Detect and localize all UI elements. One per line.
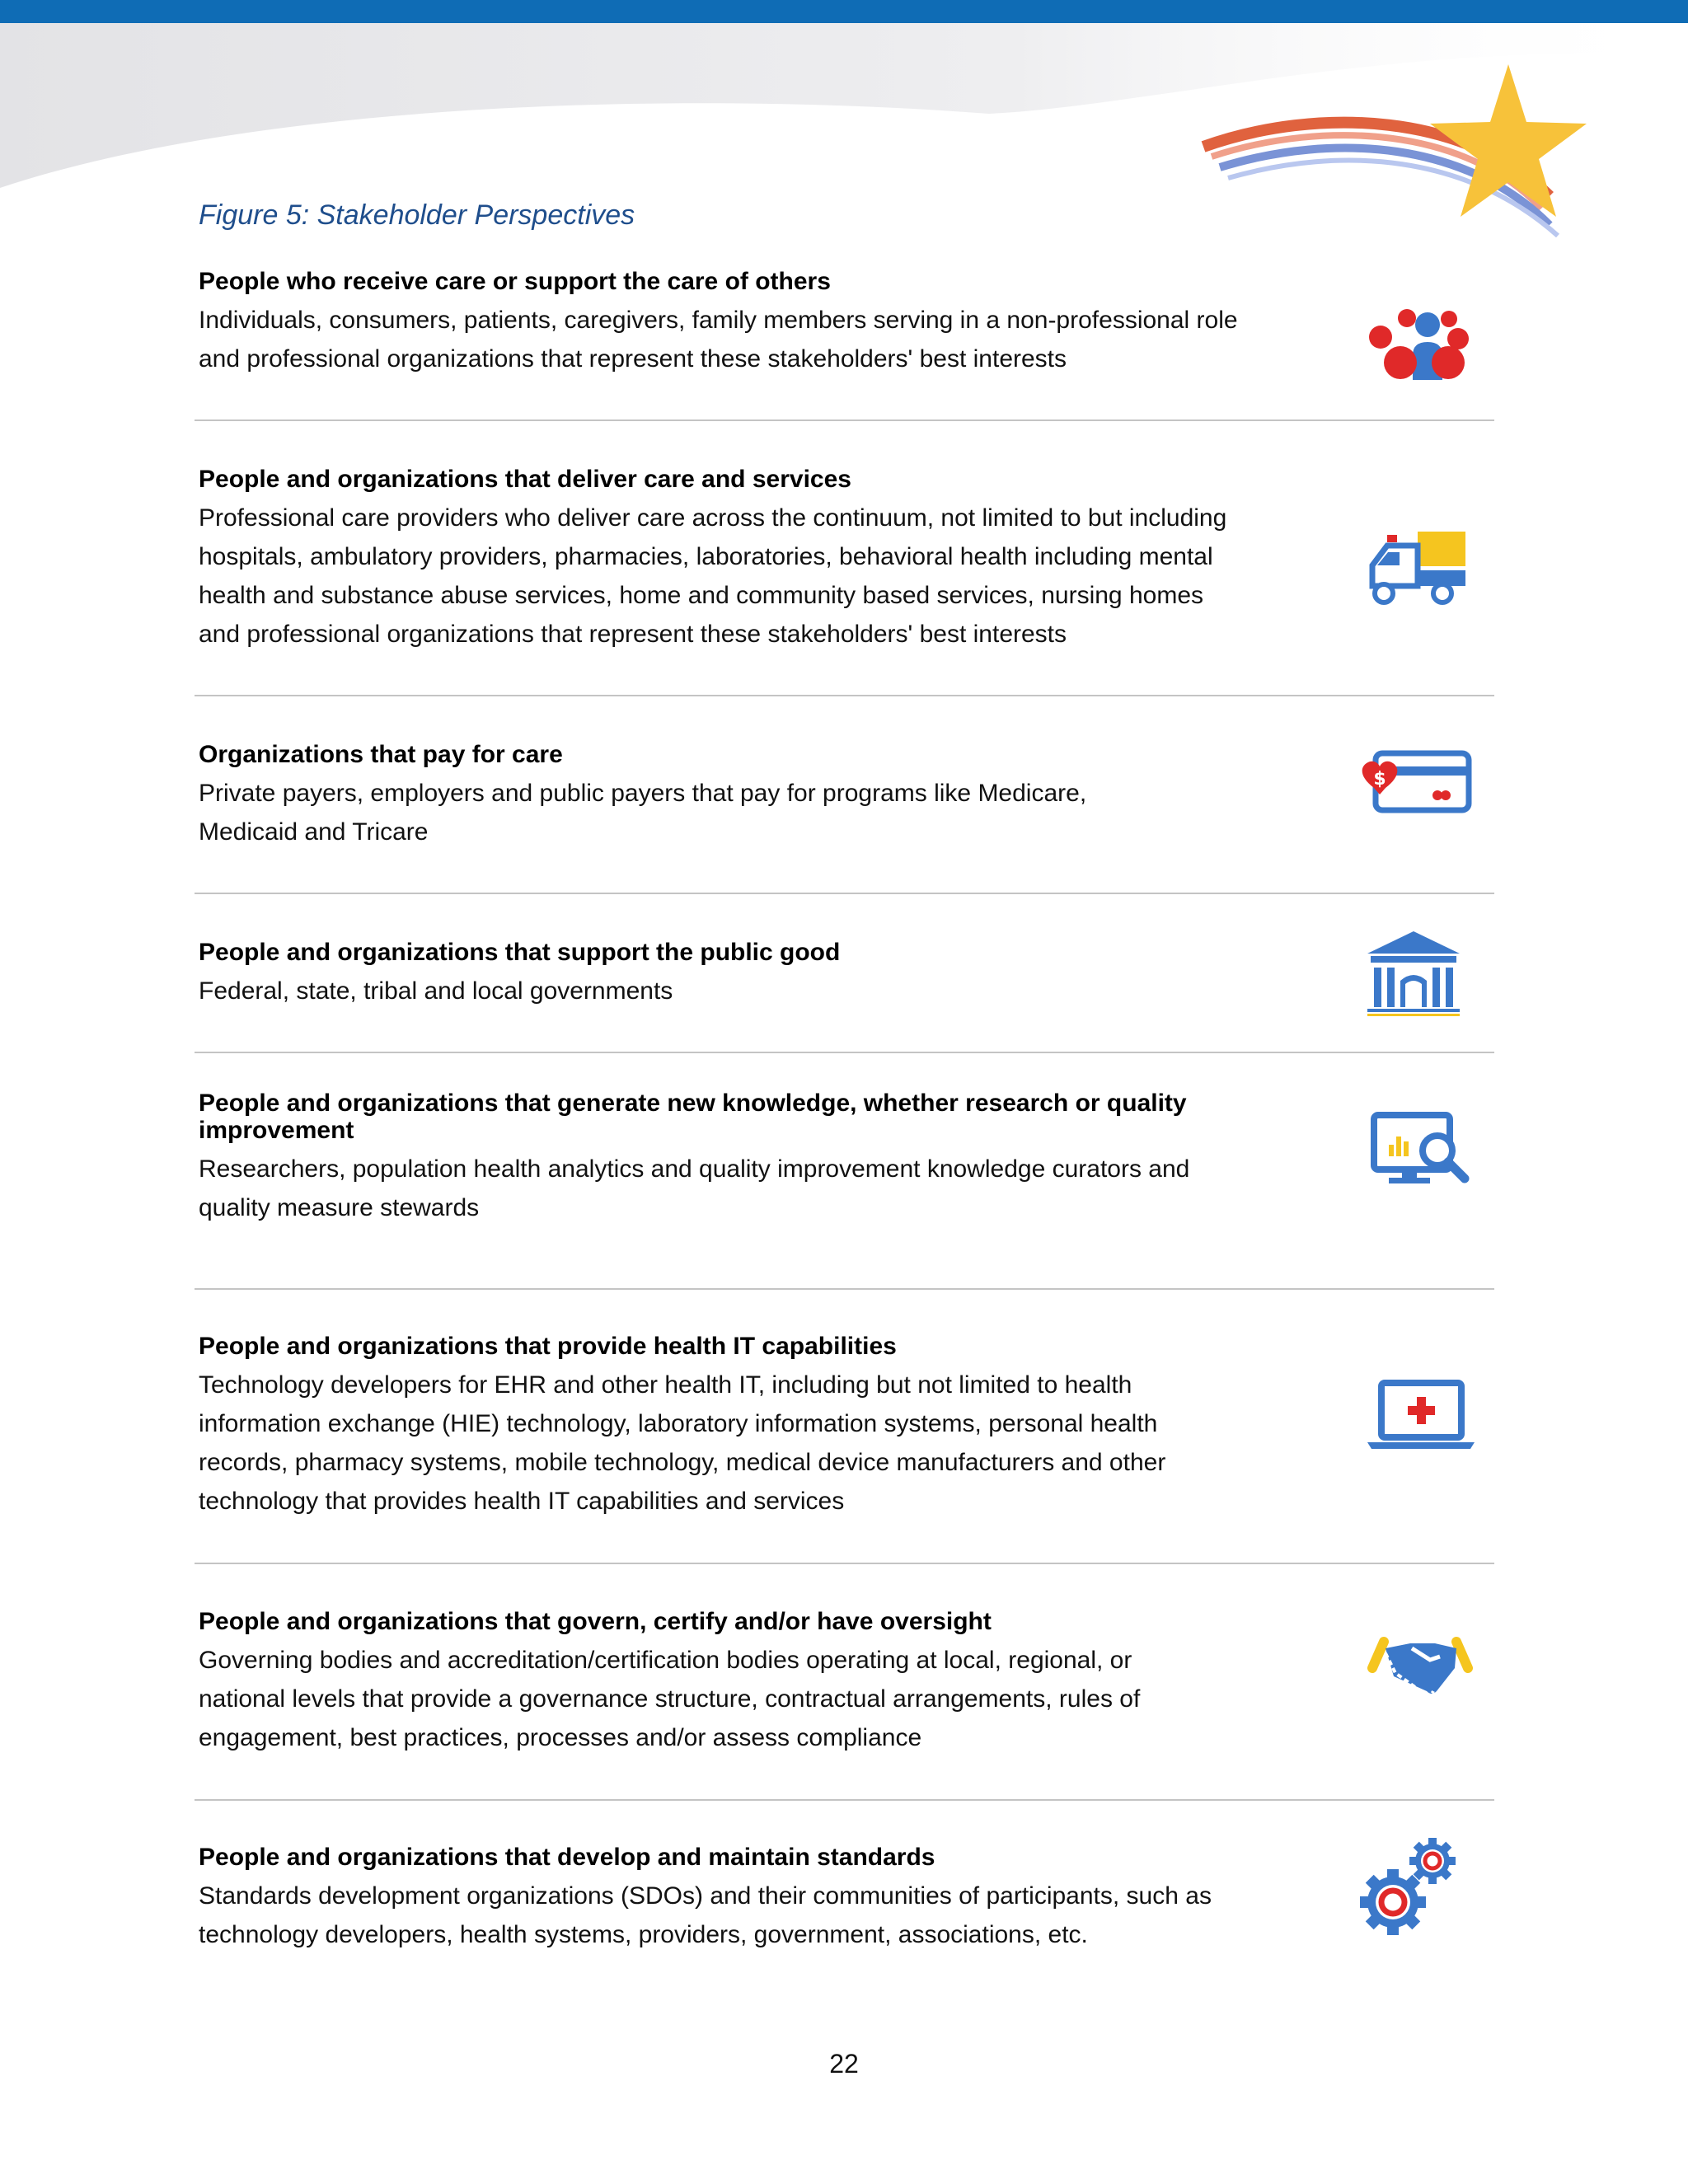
stakeholder-row	[199, 460, 1493, 654]
stakeholder-description: Individuals, consumers, patients, caregivers, family members serving in a non-professional role	[199, 307, 1238, 334]
stakeholder-row	[199, 735, 1493, 851]
row-divider	[195, 1563, 1494, 1564]
stakeholder-description: information exchange (HIE) technology, laboratory information systems, personal health	[199, 1410, 1158, 1437]
stakeholder-description: Federal, state, tribal and local governments	[199, 977, 673, 1005]
stakeholder-row	[199, 1602, 1493, 1757]
stakeholder-title: People and organizations that support the public good	[199, 939, 841, 966]
stakeholder-description: and professional organizations that represent these stakeholders' best interests	[199, 621, 1067, 648]
stakeholder-description: quality measure stewards	[199, 1194, 480, 1221]
stakeholder-description: health and substance abuse services, home and community based services, nursing homes	[199, 582, 1203, 609]
stakeholder-description: Researchers, population health analytics and quality improvement knowledge curators and	[199, 1155, 1190, 1183]
government-building-icon	[1353, 908, 1476, 1032]
people-group-icon	[1353, 283, 1476, 406]
stakeholder-description: engagement, best practices, processes and/or assess compliance	[199, 1724, 922, 1751]
stakeholder-title: People and organizations that generate new knowledge, whether research or quality	[199, 1090, 1187, 1117]
stakeholder-description: Standards development organizations (SDOs) and their communities of participants, such as	[199, 1882, 1212, 1910]
row-divider	[195, 1052, 1494, 1053]
stakeholder-description: Technology developers for EHR and other health IT, including but not limited to health	[199, 1371, 1132, 1399]
stakeholder-description: Private payers, employers and public payers that pay for programs like Medicare,	[199, 780, 1087, 807]
medical-laptop-icon	[1353, 1370, 1476, 1493]
stakeholder-title: People who receive care or support the care of others	[199, 268, 831, 295]
stakeholder-title: People and organizations that provide health IT capabilities	[199, 1333, 897, 1360]
stakeholder-title: People and organizations that deliver care and services	[199, 466, 851, 493]
stakeholder-description: Medicaid and Tricare	[199, 818, 429, 846]
figure-title: Figure 5: Stakeholder Perspectives	[199, 199, 635, 231]
page-number: 22	[829, 2049, 859, 2079]
stakeholder-description: records, pharmacy systems, mobile technology, medical device manufacturers and other	[199, 1449, 1166, 1476]
payment-card-icon	[1353, 720, 1476, 844]
gears-icon	[1353, 1820, 1476, 1943]
row-divider	[195, 893, 1494, 894]
analytics-search-icon	[1353, 1084, 1476, 1207]
stakeholder-description: technology that provides health IT capabilities and services	[199, 1488, 845, 1515]
stakeholder-row	[199, 1838, 1493, 1954]
stakeholder-description: and professional organizations that represent these stakeholders' best interests	[199, 345, 1067, 373]
svg-text:$: $	[1373, 769, 1386, 790]
stakeholder-row	[199, 1090, 1493, 1227]
stakeholder-row	[199, 1327, 1493, 1521]
stakeholder-description: technology developers, health systems, providers, government, associations, etc.	[199, 1921, 1088, 1948]
stakeholder-description: Governing bodies and accreditation/certification bodies operating at local, regional, or	[199, 1647, 1132, 1674]
row-divider	[195, 419, 1494, 421]
row-divider	[195, 1799, 1494, 1801]
stakeholder-title: People and organizations that develop and maintain standards	[199, 1844, 935, 1871]
stakeholder-description: Professional care providers who deliver care across the continuum, not limited to but including	[199, 504, 1227, 532]
stakeholder-description: national levels that provide a governance structure, contractual arrangements, rules of	[199, 1685, 1141, 1713]
stakeholder-title: Organizations that pay for care	[199, 741, 563, 768]
row-divider	[195, 695, 1494, 696]
stakeholder-row	[199, 262, 1493, 378]
handshake-icon	[1353, 1602, 1476, 1726]
ambulance-truck-icon	[1353, 509, 1476, 633]
stakeholder-title: People and organizations that govern, certify and/or have oversight	[199, 1608, 992, 1635]
stakeholder-row	[199, 933, 1493, 1010]
stakeholder-title: improvement	[199, 1117, 354, 1144]
row-divider	[195, 1288, 1494, 1290]
stakeholder-description: hospitals, ambulatory providers, pharmacies, laboratories, behavioral health including mental	[199, 543, 1213, 570]
